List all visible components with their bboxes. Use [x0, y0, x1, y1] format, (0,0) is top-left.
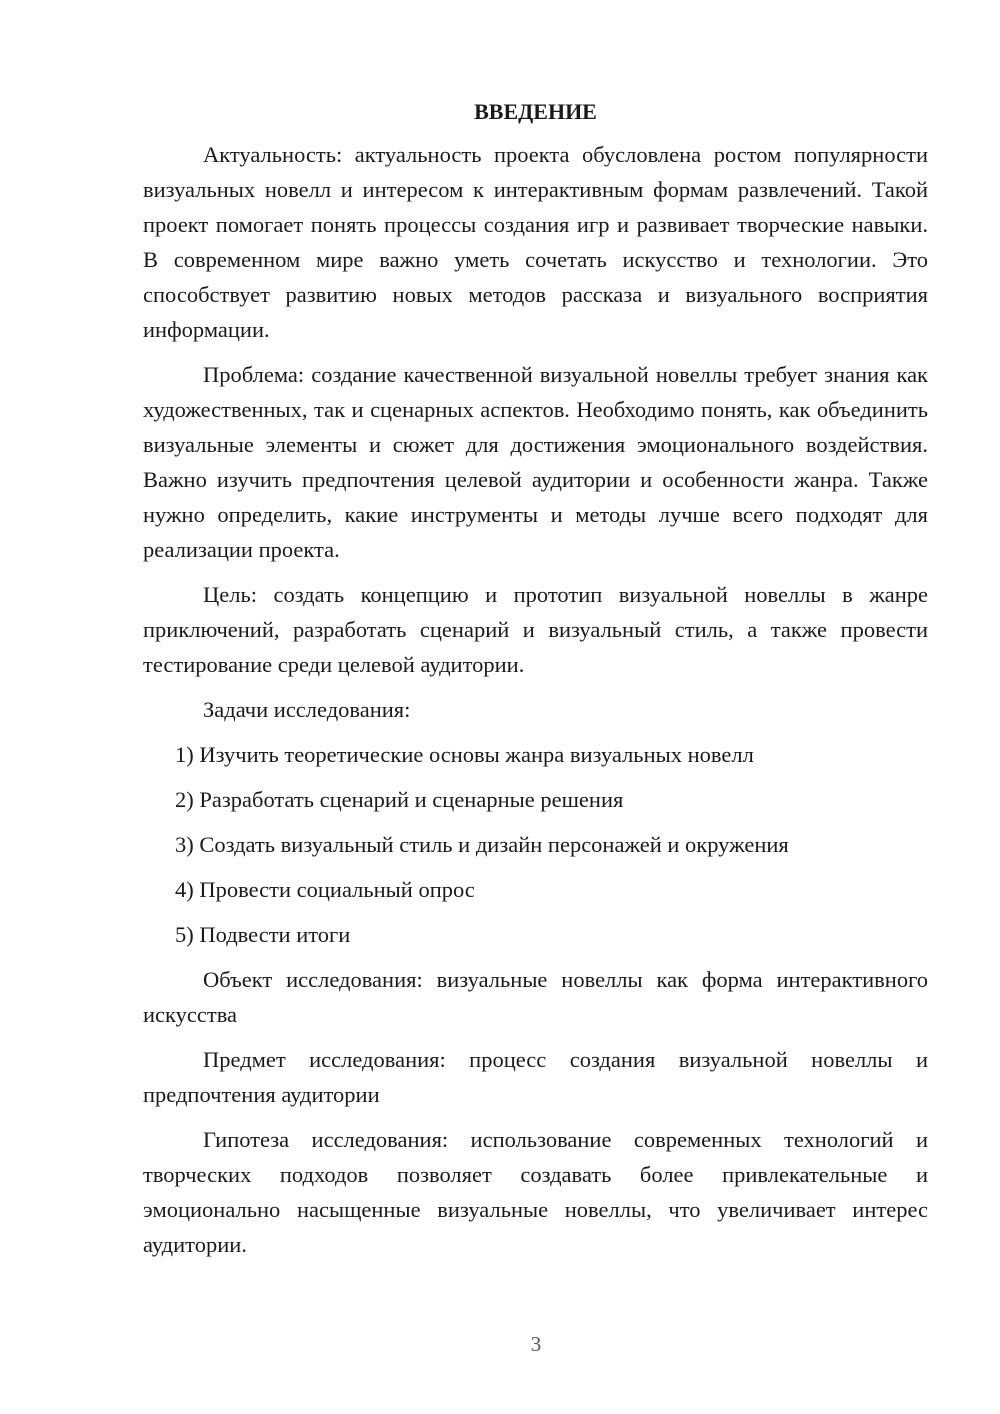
object-paragraph: Объект исследования: визуальные новеллы как форма интерактивного искусства [143, 967, 928, 1027]
tasks-heading: Задачи исследования: [203, 697, 411, 722]
page-title: ВВЕДЕНИЕ [474, 99, 597, 124]
hypothesis-paragraph: Гипотеза исследования: использование современных технологий и творческих подходов позволяет создавать более привлекательные и эмоционально насыщенные визуальные новеллы, что увеличивает интерес аудитории. [143, 1127, 928, 1257]
goal-paragraph: Цель: создать концепцию и прототип визуальной новеллы в жанре приключений, разработать сценарий и визуальный стиль, а также провести тестирование среди целевой аудитории. [143, 582, 928, 677]
list-item: 2) Разработать сценарий и сценарные решения [175, 787, 624, 812]
list-item: 4) Провести социальный опрос [175, 877, 475, 902]
relevance-paragraph: Актуальность: актуальность проекта обусловлена ростом популярности визуальных новелл и интересом к интерактивным формам развлечений. Такой проект помогает понять процессы создания игр и развивает творческие навыки. В современном мире важно уметь сочетать искусство и технологии. Это способствует развитию новых методов рассказа и визуального восприятия информации. [143, 142, 928, 342]
tasks-list [143, 737, 928, 952]
list-item: 3) Создать визуальный стиль и дизайн персонажей и окружения [175, 832, 789, 857]
page-content [143, 94, 928, 1262]
list-item: 5) Подвести итоги [175, 922, 351, 947]
problem-paragraph: Проблема: создание качественной визуальной новеллы требует знания как художественных, так и сценарных аспектов. Необходимо понять, как объединить визуальные элементы и сюжет для достижения эмоционального воздействия. Важно изучить предпочтения целевой аудитории и особенности жанра. Также нужно определить, какие инструменты и методы лучше всего подходят для реализации проекта. [143, 362, 928, 562]
page-number: 3 [530, 1332, 542, 1356]
subject-paragraph: Предмет исследования: процесс создания визуальной новеллы и предпочтения аудитории [143, 1047, 928, 1107]
list-item: 1) Изучить теоретические основы жанра визуальных новелл [175, 742, 754, 767]
